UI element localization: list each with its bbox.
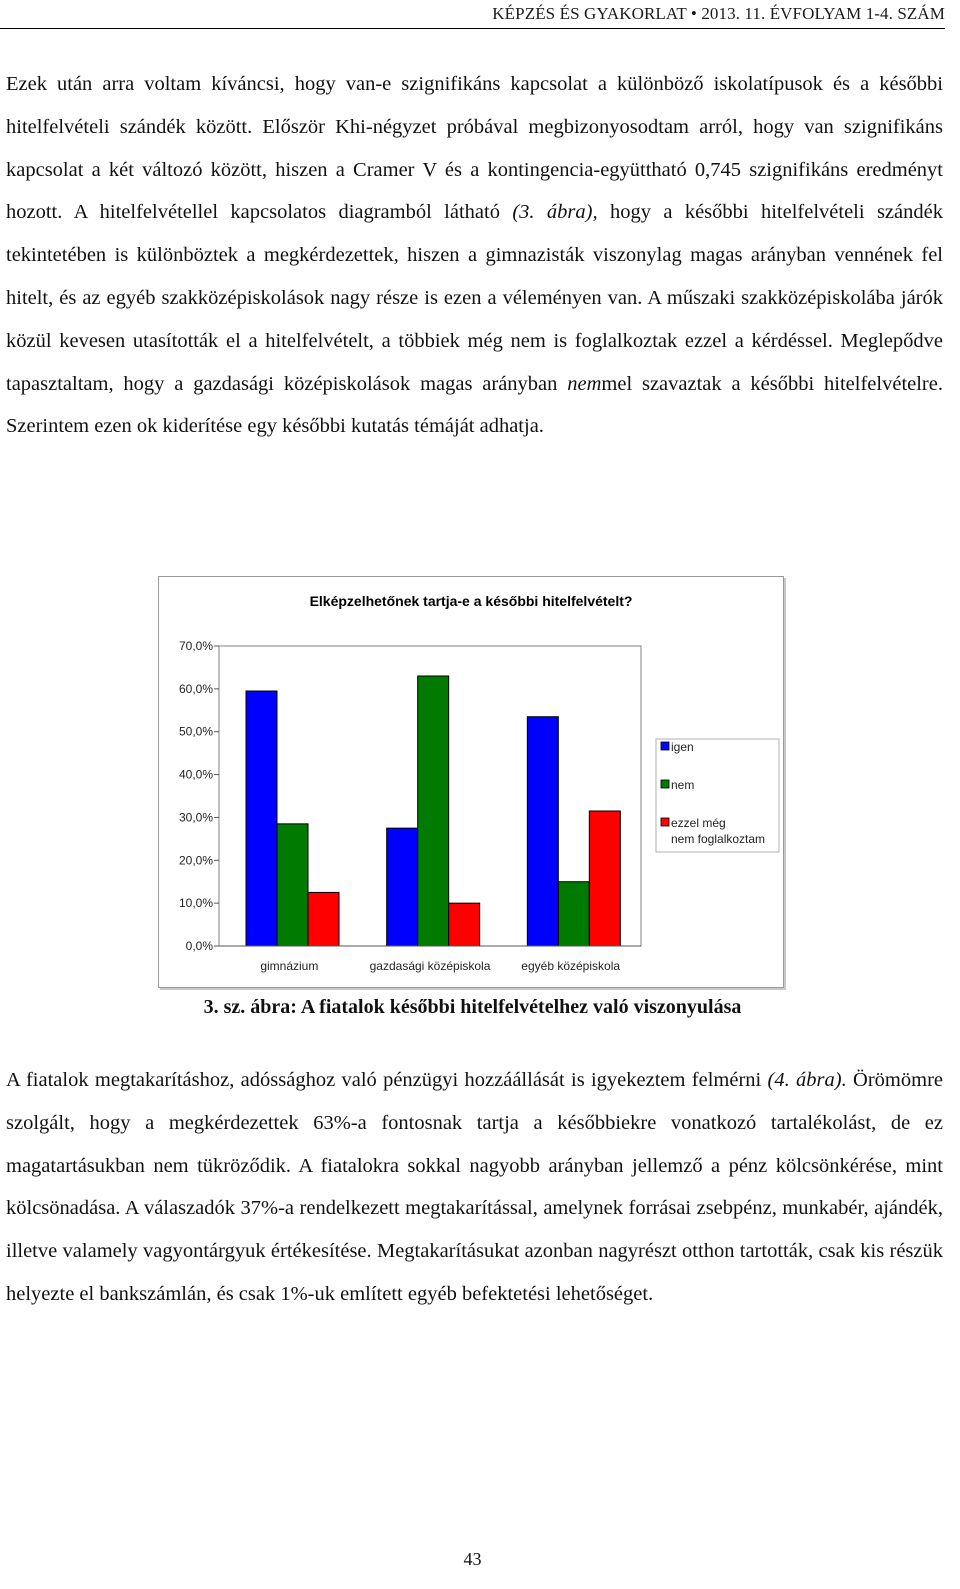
plot-area — [179, 639, 641, 973]
running-header: KÉPZÉS ÉS GYAKORLAT • 2013. 11. ÉVFOLYAM 1-4. SZÁM — [0, 0, 945, 29]
bar — [308, 892, 339, 946]
bar — [558, 882, 589, 946]
x-category-label: gazdasági középiskola — [369, 959, 491, 973]
paragraph-2-text-b: Örömömre szolgált, hogy a megkérdezettek 63%-a fontosnak tartja a későbbiekre vonatkozó tartalékolást, de ez magatartásukban nem tükröződik. A fiatalokra sokkal nagyobb arányban jellemző a pénz kölcsönkérése, mint kölcsönadása. A válaszadók 37%-a rendelkezett megtakarítással, amelynek forrásai zsebpénz, munkabér, ajándék, illetve valamely vagyontárgyuk értékesítése. Megtakarításukat azonban nagyrészt otthon tartották, csak kis részük helyezte el bankszámlán, és csak 1%-uk említett egyéb befektetési lehetőséget. — [6, 1069, 943, 1305]
legend-label: nem foglalkoztam — [671, 832, 766, 846]
legend-label: nem — [671, 778, 695, 792]
y-tick-label: 10,0% — [178, 896, 213, 911]
y-tick-label: 50,0% — [178, 724, 213, 739]
y-tick-label: 30,0% — [178, 810, 213, 825]
paragraph-1-text-c: mel szavaztak a későbbi hitelfelvételre. Szerintem ezen ok kiderítése egy későbbi kutatás témáját adhatja. — [6, 372, 943, 438]
paragraph-2 — [6, 1059, 943, 1316]
x-category-label: egyéb középiskola — [521, 959, 621, 973]
bar — [387, 828, 418, 946]
bar-chart — [158, 576, 784, 988]
chart-svg — [159, 577, 783, 987]
bar — [449, 903, 480, 946]
figure-reference-4: (4. ábra). — [767, 1069, 847, 1091]
emphasis-nem: nem — [567, 372, 602, 395]
y-tick-label: 40,0% — [178, 767, 213, 782]
figure-reference-3: (3. ábra), — [512, 201, 598, 224]
bar — [246, 691, 277, 946]
y-tick-label: 70,0% — [178, 639, 213, 653]
y-tick-label: 20,0% — [178, 853, 213, 868]
paragraph-1-text-b: hogy a későbbi hitelfelvételi szándék tekintetében is különböztek a megkérdezettek, hiszen a gimnazisták viszonylag magas arányban vennének fel hitelt, és az egyéb szakközépiskolások nagy része is ezen a véleményen van. A műszaki szakközépiskolába járók közül kevesen utasították el a hitelfelvételt, a többiek még nem is foglalkoztak ezzel a kérdéssel. Meglepődve tapasztaltam, hogy a gazdasági középiskolások magas arányban — [6, 201, 943, 395]
y-tick-label: 0,0% — [185, 939, 213, 953]
legend-swatch — [661, 818, 669, 826]
bar — [277, 824, 308, 946]
legend-swatch — [661, 780, 669, 788]
paragraph-1-text-a: Ezek után arra voltam kíváncsi, hogy van-e szignifikáns kapcsolat a különböző iskolatípusok és a későbbi hitelfelvételi szándék között. Először Khi-négyzet próbával megbizonyosodtam arról, hogy van szignifikáns kapcsolat a két változó között, hiszen a Cramer V és a kontingencia-együttható 0,745 szignifikáns eredményt hozott. A hitelfelvétellel kapcsolatos diagramból látható — [6, 73, 943, 224]
bar — [527, 717, 558, 946]
x-category-label: gimnázium — [260, 959, 319, 973]
legend-label: ezzel még — [671, 816, 726, 830]
bar — [418, 676, 449, 946]
paragraph-2-text-a: A fiatalok megtakarításhoz, adóssághoz való pénzügyi hozzáállását is igyekeztem felmérni — [6, 1069, 768, 1091]
figure-caption: 3. sz. ábra: A fiatalok későbbi hitelfelvételhez való viszonyulása — [203, 996, 742, 1018]
legend-swatch — [661, 742, 669, 750]
legend — [656, 739, 779, 852]
page-number: 43 — [463, 1549, 482, 1569]
legend-label: igen — [671, 740, 694, 754]
paragraph-1 — [6, 63, 943, 448]
bar — [589, 811, 620, 946]
chart-title: Elképzelhetőnek tartja-e a későbbi hitelfelvételt? — [309, 593, 633, 609]
y-tick-label: 60,0% — [178, 681, 213, 696]
